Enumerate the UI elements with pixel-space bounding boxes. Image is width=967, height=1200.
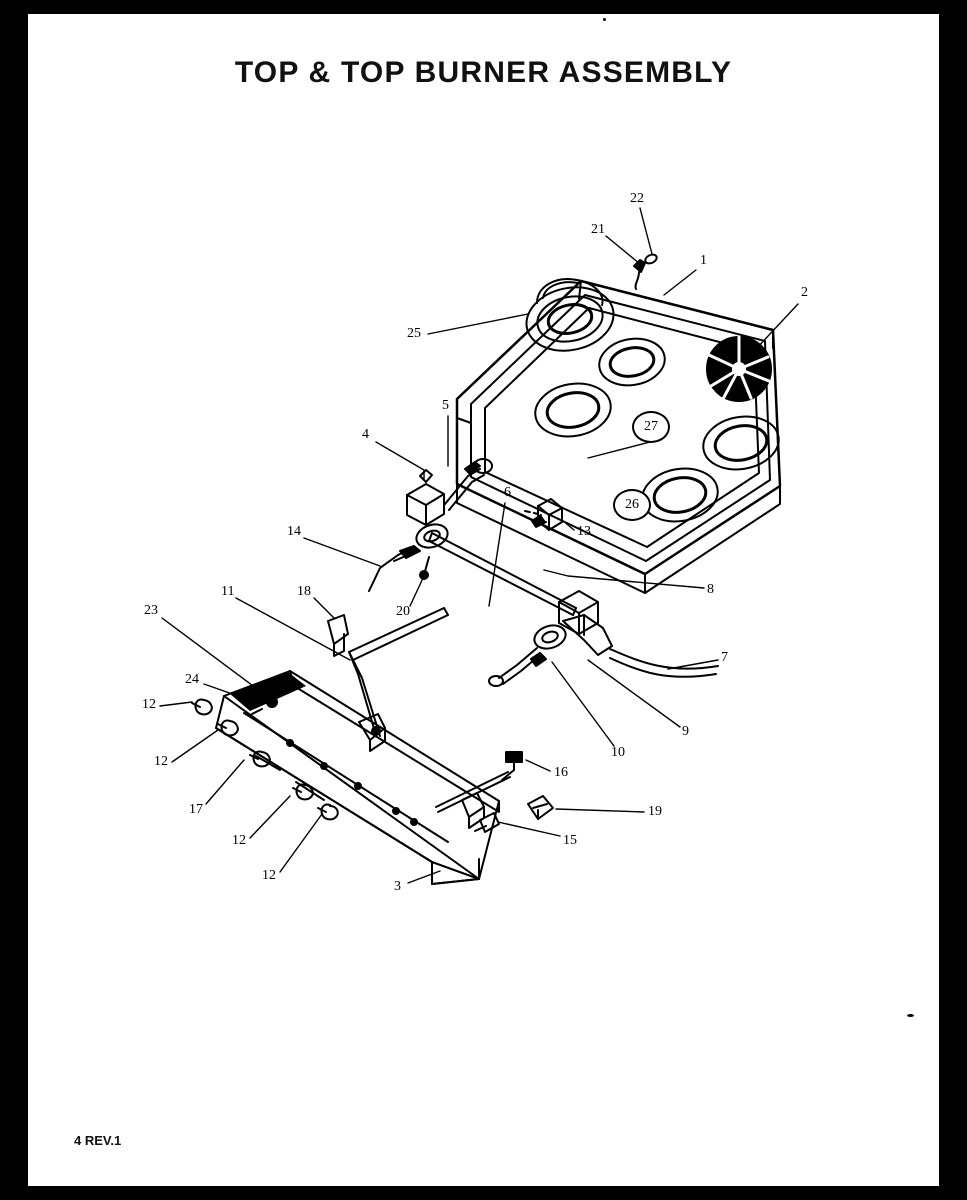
callout-19: 19 <box>648 804 662 819</box>
callout-17: 17 <box>189 802 203 817</box>
callout-6: 6 <box>504 485 511 500</box>
callout-27: 27 <box>632 411 670 443</box>
callout-3: 3 <box>394 879 401 894</box>
callout-13: 13 <box>577 524 591 539</box>
callout-21: 21 <box>591 222 605 237</box>
callout-12: 12 <box>154 754 168 769</box>
callout-16: 16 <box>554 765 568 780</box>
callout-7: 7 <box>721 650 728 665</box>
callout-23: 23 <box>144 603 158 618</box>
callout-4: 4 <box>362 427 369 442</box>
callout-24: 24 <box>185 672 199 687</box>
callout-18: 18 <box>297 584 311 599</box>
page-footer: 4 REV.1 <box>74 1133 122 1148</box>
callout-5: 5 <box>442 398 449 413</box>
callout-14: 14 <box>287 524 301 539</box>
callout-12: 12 <box>262 868 276 883</box>
scan-speck <box>907 1014 914 1017</box>
callout-15: 15 <box>563 833 577 848</box>
callout-12: 12 <box>142 697 156 712</box>
scan-speck <box>603 18 606 21</box>
callout-12: 12 <box>232 833 246 848</box>
callout-20: 20 <box>396 604 410 619</box>
diagram-page <box>28 14 939 1186</box>
callout-11: 11 <box>221 584 235 599</box>
callout-2: 2 <box>801 285 808 300</box>
callout-22: 22 <box>630 191 644 206</box>
callout-10: 10 <box>611 745 625 760</box>
callout-26: 26 <box>613 489 651 521</box>
callout-9: 9 <box>682 724 689 739</box>
callout-25: 25 <box>407 326 421 341</box>
callout-1: 1 <box>700 253 707 268</box>
callout-8: 8 <box>707 582 714 597</box>
exploded-assembly-artwork <box>28 14 939 1186</box>
page-title: TOP & TOP BURNER ASSEMBLY <box>234 56 733 89</box>
